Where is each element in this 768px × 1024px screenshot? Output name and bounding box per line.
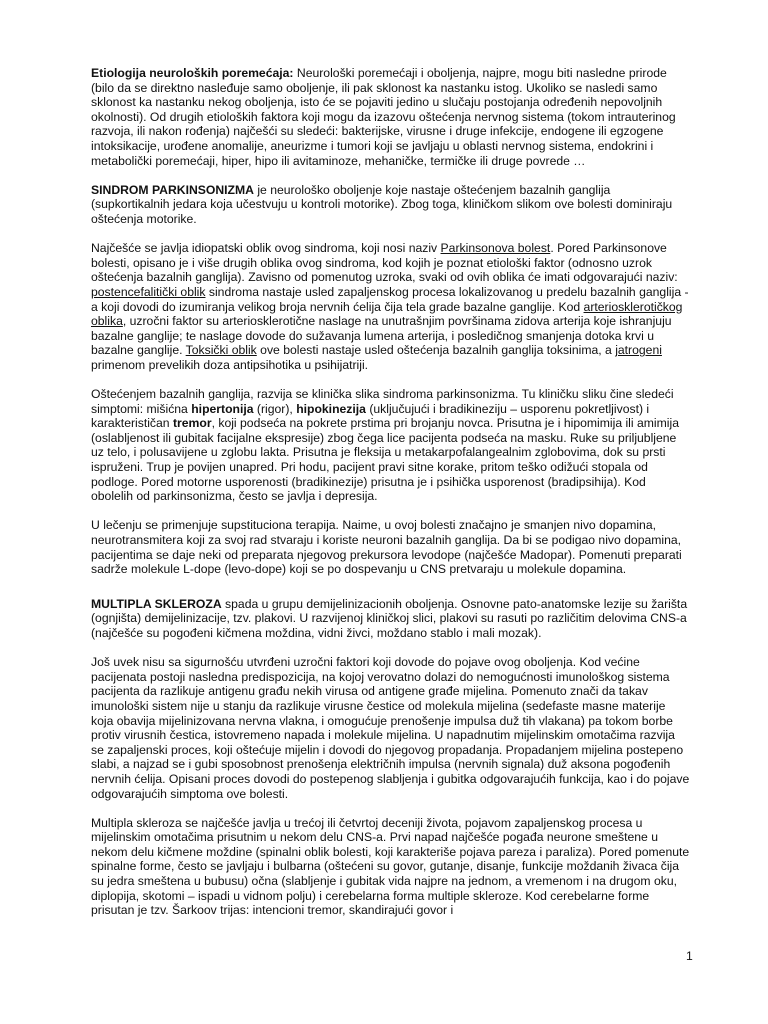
text-run: (rigor), [253, 401, 297, 416]
text-run: , koji podseća na pokrete prstima pri brojanju novca. Prisutna je i hipomimija ili amimija (oslabljenost ili gubitak facijalne ekspresije) zbog čega lice pacijenta podseća na masku. Ruke su priljubljene uz telo, i polusavijene u zglobu lakta. Prisutna je fleksija u metakarpofalangealnim zglobovima, dok su prsti ispruženi. Trup je povijen unapred. Pri hodu, pacijent pravi sitne korake, pritom teško odižući stopala od podloge. Pored motorne usporenosti (bradikinezije) prisutna je i psihička usporenost (bradipsihija). Kod obolelih od parkinsonizma, često se javlja i depresija. [91, 416, 679, 504]
paragraph-ms-forms [91, 816, 691, 918]
text-run: Najčešće se javlja idiopatski oblik ovog sindroma, koji nosi naziv [91, 241, 441, 256]
text-run: spada u grupu demijelinizacionih oboljenja. Osnovne pato-anatomske lezije su žarišta (ognjišta) demijelinizacije, tzv. plakovi. U razvijenoj kliničkoj slici, plakovi su rasuti po različitim delovima CNS-a (najčešće su pogođeni kičmena moždina, vidni živci, moždano stablo i mali mozak). [91, 596, 688, 640]
text-run: Oštećenjem bazalnih ganglija, razvija se klinička slika sindroma parkinsonizma. Tu kliničku sliku čine sledeći simptomi: mišićna [91, 387, 674, 416]
text-run: Multipla skleroza se najčešće javlja u trećoj ili četvrtoj deceniji života, pojavom zapaljenskog procesa u mijelinskim omotačima prisutnim u nekom delu CNS-a. Prvi napad najčešće pogađa neurone smeštene u nekom delu kičmene moždine (spinalni oblik bolesti, koji karakteriše pojava pareza i paraliza). Pored pomenute spinalne forme, često se javljaju i bulbarna (oštećeni su govor, gutanje, disanje, funkcije moždanih živaca čija su jedra smeštena u bubusu) očna (slabljenje i gubitak vida najpre na jednom, a vremenom i na drugom oku, diplopija, skotomi – ispadi u vidnom polju) i cerebelarna forma multiple skleroze. Kod cerebelarne forme prisutan je tzv. Šarkoov trijas: intencioni tremor, skandirajući govor i [91, 815, 690, 918]
underlined-term: postencefalitički oblik [91, 284, 206, 299]
bold-term: hipokinezija [296, 401, 366, 416]
bold-term: Etiologija neuroloških poremećaja: [91, 66, 294, 80]
bold-term: MULTIPLA SKLEROZA [91, 596, 222, 611]
text-run: sindroma nastaje usled zapaljenskog procesa lokalizovanog u predelu bazalnih ganglija - a koji dovodi do izumiranja velikog broja nervnih ćelija čija tela grade bazalne ganglije. Kod [91, 284, 689, 314]
underlined-term: Parkinsonova bolest [440, 241, 551, 256]
paragraph-parkinsonism-treatment [91, 518, 691, 576]
text-run: . Pored Parkinsonove bolesti, opisano je i više drugih oblika ovog sindroma, kod kojih je poznat etiološki faktor (odnosno uzrok oštećenja bazalnih ganglija). Zavisno od pomenutog uzroka, svaki od ovih oblika će imati odgovarajući naziv: [91, 241, 678, 285]
text-run: ove bolesti nastaje usled oštećenja bazalnih ganglija toksinima, a [256, 343, 616, 358]
bold-term: SINDROM PARKINSONIZMA [91, 182, 254, 197]
text-run: U lečenju se primenjuje supstituciona terapija. Naime, u ovoj bolesti značajno je smanjen nivo dopamina, neurotransmitera koji za svoj rad stvaraju i koriste neuroni bazalnih ganglija. Da bi se podigao nivo dopamina, pacijentima se daje neki od preparata njegovog prekursora levodope (najčešće Madopar). Pomenuti preparati sadrže molekule L-dope (levo-dope) koji se po dospevanju u CNS pretvaraju u molekule dopamina. [91, 518, 682, 577]
paragraph-parkinsonism-intro [91, 183, 691, 227]
text-run: Neurološki poremećaji i oboljenja, najpre, mogu biti nasledne prirode (bilo da se direktno nasleđuje samo oboljenje, ili pak sklonost ka nastanku istog. Ukoliko se nasledi samo sklonost ka nastanku nekog oboljenja, isto će se pojaviti jedino u slučaju postojanja određenih nepovoljnih okolnosti). Od drugih etioloških faktora koji mogu da izazovu oštećenja nervnog sistema (tokom intrauterinog razvoja, ili nakon rođenja) najčešći su sledeći: bakterijske, virusne i druge infekcije, endogene ili egzogene intoksikacije, urođene anomalije, aneurizme i tumori koji se javljaju u oblasti nervnog sistema, endokrini i metabolički poremećaji, hiper, hipo ili avitaminoze, mehaničke, termičke ili druge povrede … [91, 66, 676, 168]
paragraph-ms-intro [91, 597, 691, 641]
text-run: Još uvek nisu sa sigurnošću utvrđeni uzročni faktori koji dovode do pojave ovog oboljenja. Kod većine pacijenata postoji nasledna predispozicija, na kojoj verovatno dolazi do nemogućnosti imunološkog sistema pacijenta da razlikuje antigenu građu nekih virusa od antigene građe mijelina. Pomenuto znači da takav imunološki sistem nije u stanju da razlikuje virusne čestice od molekula mijelina (sedefaste masne materije koja obavija mijelinizovana nervna vlakna, i omogućuje prenošenje impulsa duž tih vlakana) pa tokom borbe protiv virusnih čestica, istovremeno napada i molekule mijelina. U napadnutim mijelinskim omotačima razvija se zapaljenski proces, koji oštećuje mijelin i dovodi do njegovog propadanja. Propadanjem mijelina postepeno slabi, a najzad se i gubi sposobnost prenošenja električnih impulsa (nervnih signala) duž aksona pogođenih nervnih ćelija. Opisani proces dovodi do postepenog slabljenja i gubitka odgovarajućih funkcija, kao i do pojave odgovarajućih simptoma ove bolesti. [91, 655, 690, 801]
underlined-term: arteriosklerotičkog oblika [91, 299, 683, 329]
text-run: je neurološko oboljenje koje nastaje oštećenjem bazalnih ganglija (supkortikalnih jedara koja učestvuju u kontroli motorike). Zbog toga, kliničkom slikom ove bolesti dominiraju oštećenja motorike. [91, 182, 673, 226]
text-run: primenom prevelikih doza antipsihotika u psihijatriji. [91, 357, 369, 372]
text-run: (uključujući i bradikineziju – usporenu pokretljivost) i karakterističan [91, 401, 650, 431]
page-number: 1 [686, 949, 693, 963]
paragraph-etiology [91, 66, 691, 168]
bold-term: hipertonija [191, 401, 254, 416]
underlined-term: jatrogeni [615, 343, 662, 358]
text-run: , uzročni faktor su arteriosklerotične naslage na unutrašnjim površinama zidova arterija koje ishranjuju bazalne ganglije; te naslage dovode do sužavanja lumena arterija, i posledičnog smanjenja dotoka krvi u bazalne ganglije. [91, 314, 672, 358]
underlined-term: Toksički oblik [185, 343, 257, 358]
paragraph-ms-etiology [91, 655, 691, 801]
paragraph-parkinsonism-forms [91, 241, 691, 372]
paragraph-parkinsonism-symptoms [91, 387, 691, 504]
document-body [91, 66, 691, 932]
bold-term: tremor [172, 416, 212, 431]
